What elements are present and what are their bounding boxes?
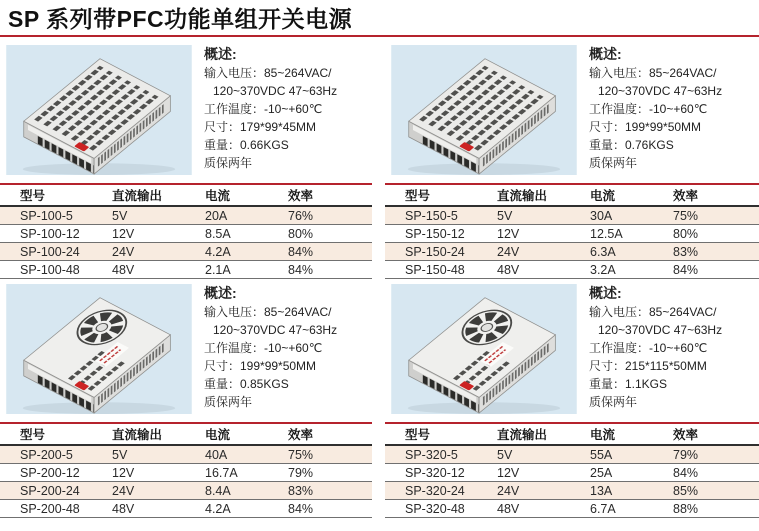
- cell-model: SP-320-48: [385, 500, 497, 518]
- page-title: SP 系列带PFC功能单组开关电源: [8, 6, 353, 32]
- cell-model: SP-150-12: [385, 225, 497, 243]
- cell-current: 13A: [590, 482, 673, 500]
- cell-current: 40A: [205, 445, 288, 464]
- cell-efficiency: 83%: [288, 482, 372, 500]
- product-top: [385, 45, 759, 175]
- spec-line: 重量：0.66KGS: [204, 138, 289, 152]
- cell-dc-output: 12V: [497, 225, 590, 243]
- cell-efficiency: 88%: [673, 500, 759, 518]
- spec-line: 重量：0.85KGS: [204, 377, 289, 391]
- overview-heading: 概述:: [589, 285, 622, 301]
- cell-current: 8.5A: [205, 225, 288, 243]
- spec-line: 尺寸：199*99*50MM: [589, 120, 702, 134]
- cell-current: 8.4A: [205, 482, 288, 500]
- spec-line: 质保两年: [204, 395, 253, 409]
- spec-table: [0, 422, 372, 518]
- spec-line: 输入电压：85~264VAC/: [204, 305, 332, 319]
- cell-dc-output: 24V: [112, 243, 205, 261]
- table-row: [385, 482, 759, 500]
- cell-efficiency: 84%: [673, 261, 759, 279]
- spec-line: 质保两年: [204, 156, 253, 170]
- cell-current: 25A: [590, 464, 673, 482]
- spec-line: 工作温度：-10~+60℃: [589, 341, 708, 355]
- column-header-current: 电流: [205, 423, 288, 445]
- spec-line: 尺寸：215*115*50MM: [589, 359, 707, 373]
- spec-line: 120~370VDC 47~63Hz: [598, 84, 723, 98]
- cell-model: SP-320-12: [385, 464, 497, 482]
- cell-current: 4.2A: [205, 243, 288, 261]
- spec-line: 工作温度：-10~+60℃: [204, 102, 323, 116]
- table-row: [385, 243, 759, 261]
- power-supply-fan-photo: [391, 284, 577, 414]
- cell-model: SP-150-5: [385, 206, 497, 225]
- table-row: [0, 464, 372, 482]
- product-overview: [589, 284, 722, 411]
- overview-heading: 概述:: [589, 46, 622, 62]
- cell-dc-output: 5V: [112, 445, 205, 464]
- cell-current: 16.7A: [205, 464, 288, 482]
- power-supply-fan-photo: [6, 284, 192, 414]
- spec-table: [385, 183, 759, 279]
- product-top: [385, 284, 759, 414]
- cell-dc-output: 48V: [497, 500, 590, 518]
- cell-dc-output: 12V: [497, 464, 590, 482]
- cell-dc-output: 12V: [112, 464, 205, 482]
- column-header-current: 电流: [590, 423, 673, 445]
- cell-dc-output: 48V: [112, 500, 205, 518]
- spec-line: 工作温度：-10~+60℃: [204, 341, 323, 355]
- cell-efficiency: 79%: [288, 464, 372, 482]
- cell-efficiency: 75%: [673, 206, 759, 225]
- table-row: [385, 206, 759, 225]
- product-top: [0, 45, 372, 175]
- cell-current: 12.5A: [590, 225, 673, 243]
- table-row: [0, 261, 372, 279]
- cell-dc-output: 5V: [497, 445, 590, 464]
- table-row: [385, 500, 759, 518]
- cell-efficiency: 76%: [288, 206, 372, 225]
- product-card: [385, 279, 759, 518]
- cell-model: SP-200-24: [0, 482, 112, 500]
- cell-model: SP-100-5: [0, 206, 112, 225]
- cell-model: SP-150-24: [385, 243, 497, 261]
- cell-current: 6.3A: [590, 243, 673, 261]
- power-supply-photo: [391, 45, 577, 175]
- cell-efficiency: 84%: [288, 500, 372, 518]
- column-header-efficiency: 效率: [288, 423, 372, 445]
- column-header-dc-output: 直流输出: [112, 423, 205, 445]
- cell-model: SP-320-5: [385, 445, 497, 464]
- column-header-dc-output: 直流输出: [497, 184, 590, 206]
- spec-line: 120~370VDC 47~63Hz: [213, 84, 338, 98]
- spec-line: 输入电压：85~264VAC/: [589, 66, 717, 80]
- product-overview: [204, 284, 337, 411]
- table-header-row: [385, 423, 759, 445]
- cell-current: 30A: [590, 206, 673, 225]
- spec-line: 尺寸：179*99*45MM: [204, 120, 317, 134]
- spec-line: 重量：1.1KGS: [589, 377, 668, 391]
- product-overview: [589, 45, 722, 172]
- cell-efficiency: 80%: [673, 225, 759, 243]
- column-header-efficiency: 效率: [673, 184, 759, 206]
- column-header-efficiency: 效率: [288, 184, 372, 206]
- cell-current: 20A: [205, 206, 288, 225]
- catalog-grid: [0, 37, 759, 518]
- column-header-dc-output: 直流输出: [497, 423, 590, 445]
- cell-model: SP-200-5: [0, 445, 112, 464]
- cell-model: SP-100-48: [0, 261, 112, 279]
- cell-current: 6.7A: [590, 500, 673, 518]
- table-row: [0, 500, 372, 518]
- product-top: [0, 284, 372, 414]
- cell-dc-output: 24V: [497, 482, 590, 500]
- table-row: [0, 482, 372, 500]
- spec-line: 120~370VDC 47~63Hz: [598, 323, 723, 337]
- cell-dc-output: 48V: [497, 261, 590, 279]
- cell-efficiency: 80%: [288, 225, 372, 243]
- spec-line: 120~370VDC 47~63Hz: [213, 323, 338, 337]
- column-header-model: 型号: [385, 184, 497, 206]
- table-header-row: [0, 184, 372, 206]
- table-row: [0, 206, 372, 225]
- cell-model: SP-200-48: [0, 500, 112, 518]
- cell-efficiency: 84%: [673, 464, 759, 482]
- cell-efficiency: 84%: [288, 243, 372, 261]
- table-header-row: [0, 423, 372, 445]
- product-overview: [204, 45, 337, 172]
- power-supply-photo: [6, 45, 192, 175]
- cell-model: SP-100-12: [0, 225, 112, 243]
- spec-table: [385, 422, 759, 518]
- cell-dc-output: 24V: [112, 482, 205, 500]
- cell-current: 55A: [590, 445, 673, 464]
- cell-current: 3.2A: [590, 261, 673, 279]
- spec-line: 工作温度：-10~+60℃: [589, 102, 708, 116]
- cell-efficiency: 83%: [673, 243, 759, 261]
- cell-efficiency: 85%: [673, 482, 759, 500]
- spec-line: 尺寸：199*99*50MM: [204, 359, 317, 373]
- table-row: [385, 445, 759, 464]
- cell-efficiency: 75%: [288, 445, 372, 464]
- overview-heading: 概述:: [204, 285, 237, 301]
- column-header-current: 电流: [205, 184, 288, 206]
- product-card: [0, 37, 372, 279]
- spec-line: 质保两年: [589, 156, 638, 170]
- column-header-model: 型号: [0, 423, 112, 445]
- spec-line: 输入电压：85~264VAC/: [589, 305, 717, 319]
- spec-line: 质保两年: [589, 395, 638, 409]
- column-header-model: 型号: [385, 423, 497, 445]
- product-card: [0, 279, 372, 518]
- cell-dc-output: 12V: [112, 225, 205, 243]
- column-header-model: 型号: [0, 184, 112, 206]
- table-row: [385, 261, 759, 279]
- cell-dc-output: 5V: [112, 206, 205, 225]
- spec-table: [0, 183, 372, 279]
- cell-current: 2.1A: [205, 261, 288, 279]
- table-header-row: [385, 184, 759, 206]
- table-row: [0, 243, 372, 261]
- table-row: [385, 464, 759, 482]
- column-header-dc-output: 直流输出: [112, 184, 205, 206]
- cell-dc-output: 5V: [497, 206, 590, 225]
- spec-line: 重量：0.76KGS: [589, 138, 674, 152]
- spec-line: 输入电压：85~264VAC/: [204, 66, 332, 80]
- column-header-efficiency: 效率: [673, 423, 759, 445]
- cell-model: SP-100-24: [0, 243, 112, 261]
- cell-model: SP-320-24: [385, 482, 497, 500]
- cell-current: 4.2A: [205, 500, 288, 518]
- cell-dc-output: 48V: [112, 261, 205, 279]
- column-header-current: 电流: [590, 184, 673, 206]
- overview-heading: 概述:: [204, 46, 237, 62]
- table-row: [0, 225, 372, 243]
- cell-dc-output: 24V: [497, 243, 590, 261]
- cell-efficiency: 79%: [673, 445, 759, 464]
- cell-model: SP-200-12: [0, 464, 112, 482]
- cell-model: SP-150-48: [385, 261, 497, 279]
- product-card: [385, 37, 759, 279]
- table-row: [385, 225, 759, 243]
- table-row: [0, 445, 372, 464]
- cell-efficiency: 84%: [288, 261, 372, 279]
